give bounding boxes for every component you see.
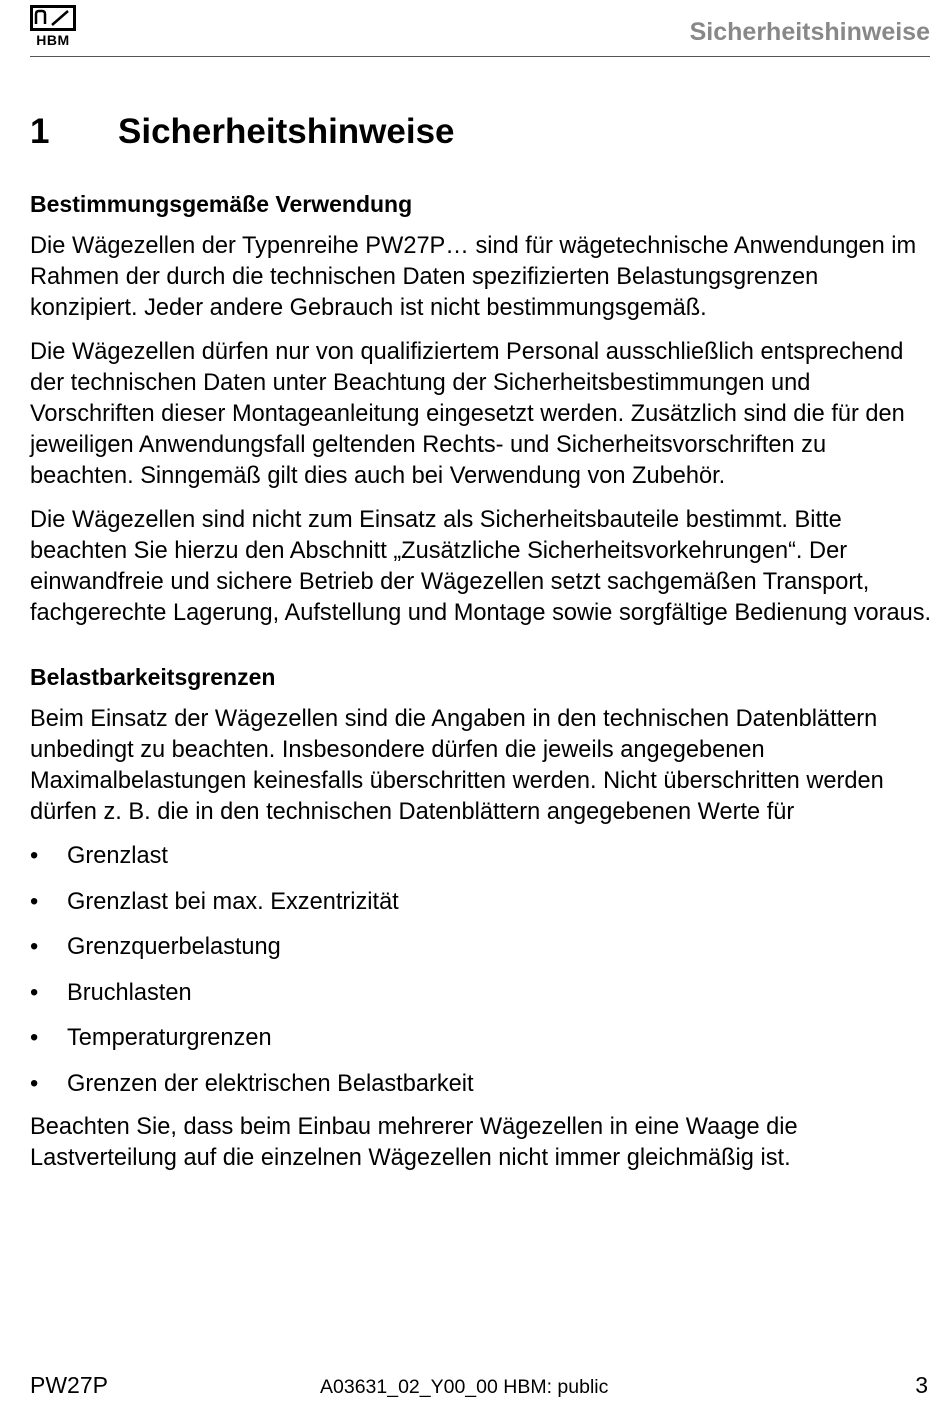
paragraph: Die Wägezellen dürfen nur von qualifiziertem Personal ausschließlich entsprechend der technischen Daten unter Beachtung der Sicherheitsbestimmungen und Vorschriften dieser Montageanleitung eingesetzt werden. Zusätzlich sind die für den jeweiligen Anwendungsfall geltenden Rechts- und Sicherheitsvorschriften zu beachten. Sinngemäß gilt dies auch bei Verwendung von Zubehör.	[30, 339, 905, 489]
paragraph: Beim Einsatz der Wägezellen sind die Angaben in den technischen Datenblättern unbedingt zu beachten. Insbesondere dürfen die jeweils angegebenen Maximalbelastungen keinesfalls überschritten werden. Nicht überschritten werden dürfen z. B. die in den technischen Datenblättern angegebenen Werte für	[30, 706, 884, 825]
chapter-title: Sicherheitshinweise	[118, 112, 455, 151]
list-item	[30, 887, 932, 918]
paragraph: Die Wägezellen der Typenreihe PW27P… sind für wägetechnische Anwendungen im Rahmen der durch die technischen Daten spezifizierten Belastungsgrenzen konzipiert. Jeder andere Gebrauch ist nicht bestimmungsgemäß.	[30, 233, 917, 321]
list-item-text: Grenzquerbelastung	[67, 934, 281, 960]
list-item	[30, 1069, 932, 1100]
list-item	[30, 1023, 932, 1054]
page-number: 3	[915, 1372, 928, 1398]
hbm-logo	[30, 5, 76, 48]
footer-document-id: A03631_02_Y00_00 HBM: public	[320, 1376, 609, 1398]
list-item	[30, 841, 932, 872]
page-footer	[30, 1372, 930, 1402]
hbm-logo-icon	[30, 5, 76, 31]
chapter-heading	[30, 108, 932, 156]
logo-text: HBM	[36, 32, 70, 48]
chapter-number: 1	[30, 112, 50, 151]
list-item-text: Bruchlasten	[67, 979, 192, 1006]
list-item-text: Grenzlast	[67, 843, 168, 869]
page-content	[30, 108, 932, 1174]
bullet-icon: •	[30, 843, 39, 869]
list-item	[30, 978, 932, 1009]
section-heading-intended-use: Bestimmungsgemäße Verwendung	[30, 191, 413, 217]
section-heading-load-limits: Belastbarkeitsgrenzen	[30, 664, 276, 690]
bullet-icon: •	[30, 888, 39, 915]
running-header-title: Sicherheitshinweise	[689, 18, 930, 46]
list-item-text: Grenzlast bei max. Exzentrizität	[67, 888, 399, 915]
paragraph: Beachten Sie, dass beim Einbau mehrerer Wägezellen in eine Waage die Lastverteilung auf die einzelnen Wägezellen nicht immer gleichmäßig ist.	[30, 1114, 798, 1171]
load-limits-list	[30, 841, 932, 1100]
page-header	[30, 0, 930, 57]
list-item-text: Grenzen der elektrischen Belastbarkeit	[67, 1070, 474, 1097]
bullet-icon: •	[30, 1070, 39, 1097]
paragraph: Die Wägezellen sind nicht zum Einsatz als Sicherheitsbauteile bestimmt. Bitte beachten Sie hierzu den Abschnitt „Zusätzliche Sicherheitsvorkehrungen“. Der einwandfreie und sichere Betrieb der Wägezellen setzt sachgemäßen Transport, fachgerechte Lagerung, Aufstellung und Montage sowie sorgfältige Bedienung voraus.	[30, 507, 932, 626]
list-item-text: Temperaturgrenzen	[67, 1025, 272, 1051]
bullet-icon: •	[30, 934, 39, 960]
footer-product-name: PW27P	[30, 1372, 108, 1398]
list-item	[30, 932, 932, 963]
bullet-icon: •	[30, 1025, 39, 1051]
bullet-icon: •	[30, 979, 39, 1006]
